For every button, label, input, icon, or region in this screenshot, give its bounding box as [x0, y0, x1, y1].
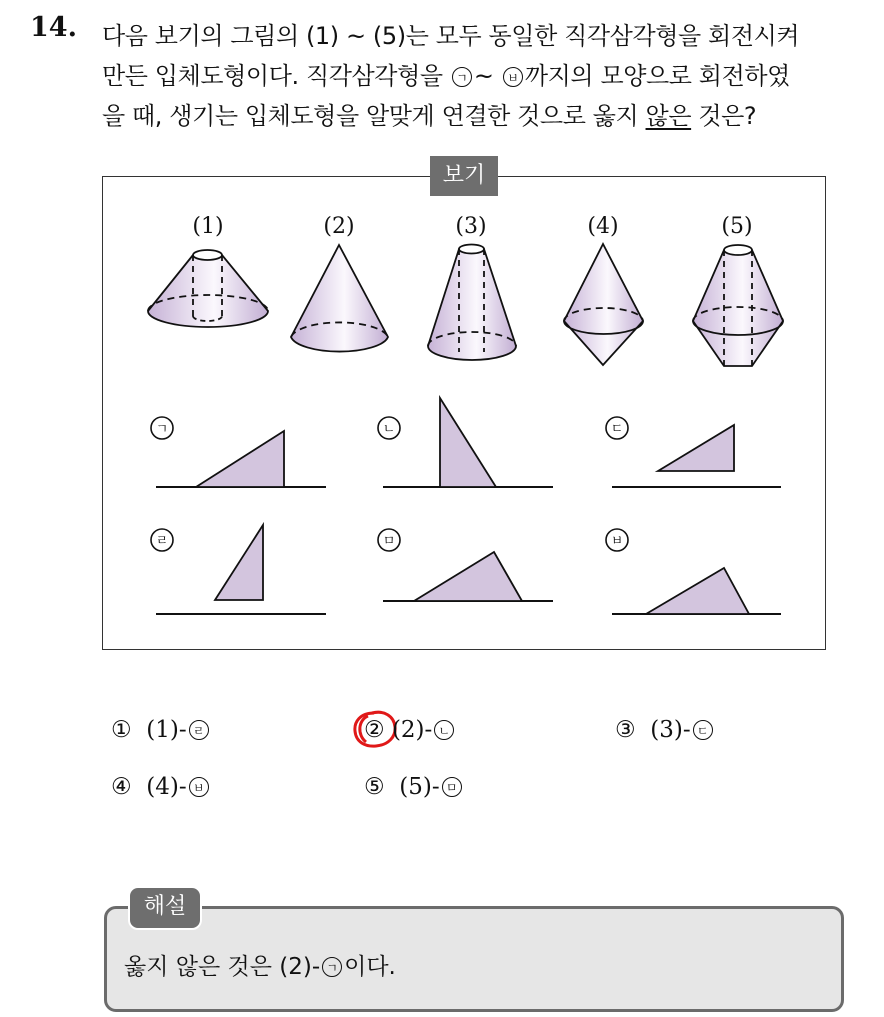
- solid-label-3: (3): [455, 214, 487, 239]
- option-5-symbol: ㅁ: [442, 777, 462, 797]
- triangle-label-giyeok: ㄱ: [155, 422, 169, 437]
- option-2-number: ②: [364, 717, 385, 743]
- solution-text-part-a: 옳지 않은 것은 (2)-: [124, 954, 321, 980]
- solid-3-tall-frustum-with-hole: [428, 245, 516, 361]
- triangle-digeut: [658, 425, 734, 471]
- option-1[interactable]: [111, 717, 211, 743]
- triangle-rieul: [215, 525, 263, 600]
- solid-label-1: (1): [192, 214, 224, 239]
- option-3[interactable]: [615, 717, 715, 743]
- question-line-3-part-b: 것은?: [691, 102, 757, 130]
- triangle-label-digeut: ㄷ: [610, 422, 624, 437]
- solid-4-double-cone: [564, 244, 643, 365]
- triangle-label-mieum: ㅁ: [382, 534, 396, 549]
- underlined-not: 않은: [645, 102, 692, 130]
- option-5-number: ⑤: [364, 774, 385, 800]
- option-1-text: (1)-: [146, 717, 187, 743]
- option-4-symbol: ㅂ: [189, 777, 209, 797]
- solution-text-part-b: 이다.: [344, 954, 396, 980]
- solution-symbol: ㄱ: [322, 957, 342, 977]
- option-4-text: (4)-: [146, 774, 187, 800]
- option-4[interactable]: [111, 774, 211, 800]
- option-2-symbol: ㄴ: [434, 720, 454, 740]
- solid-label-2: (2): [323, 214, 355, 239]
- question-line-2-part-b: ~: [473, 62, 501, 90]
- solution-tag: 해설: [128, 886, 202, 930]
- circled-bieup: ㅂ: [503, 67, 523, 87]
- option-2-text: (2)-: [391, 717, 433, 743]
- option-4-number: ④: [111, 774, 132, 800]
- triangle-label-nieun: ㄴ: [382, 422, 396, 437]
- option-1-number: ①: [111, 717, 132, 743]
- solution-text: [124, 948, 396, 981]
- solid-2-cone: [291, 245, 388, 352]
- option-3-text: (3)-: [650, 717, 691, 743]
- triangle-giyeok: [196, 431, 284, 487]
- triangle-label-bieup: ㅂ: [610, 534, 624, 549]
- option-3-number: ③: [615, 717, 636, 743]
- option-1-symbol: ㄹ: [189, 720, 209, 740]
- triangle-mieum: [414, 552, 522, 601]
- solid-5-double-cone-with-hole: [693, 245, 783, 366]
- circled-giyeok: ㄱ: [452, 67, 472, 87]
- bogi-title: 보기: [430, 156, 498, 196]
- option-5[interactable]: [364, 774, 464, 800]
- option-3-symbol: ㄷ: [693, 720, 713, 740]
- question-line-3-part-a: 을 때, 생기는 입체도형을 알맞게 연결한 것으로 옳지: [102, 102, 646, 130]
- triangle-label-rieul: ㄹ: [155, 534, 169, 549]
- triangle-bieup: [646, 568, 749, 614]
- solid-label-4: (4): [587, 214, 619, 239]
- question-line-2-part-c: 까지의 모양으로 회전하였: [524, 62, 790, 90]
- option-2[interactable]: [364, 717, 456, 743]
- question-line-1: 다음 보기의 그림의 (1) ~ (5)는 모두 동일한 직각삼각형을 회전시켜: [102, 22, 800, 50]
- option-5-text: (5)-: [399, 774, 440, 800]
- question-line-2-part-a: 만든 입체도형이다. 직각삼각형을: [102, 62, 450, 90]
- triangle-nieun: [440, 398, 496, 487]
- solid-1-frustum-with-hole: [148, 250, 268, 327]
- solid-label-5: (5): [721, 214, 753, 239]
- question-number: 14.: [30, 12, 77, 43]
